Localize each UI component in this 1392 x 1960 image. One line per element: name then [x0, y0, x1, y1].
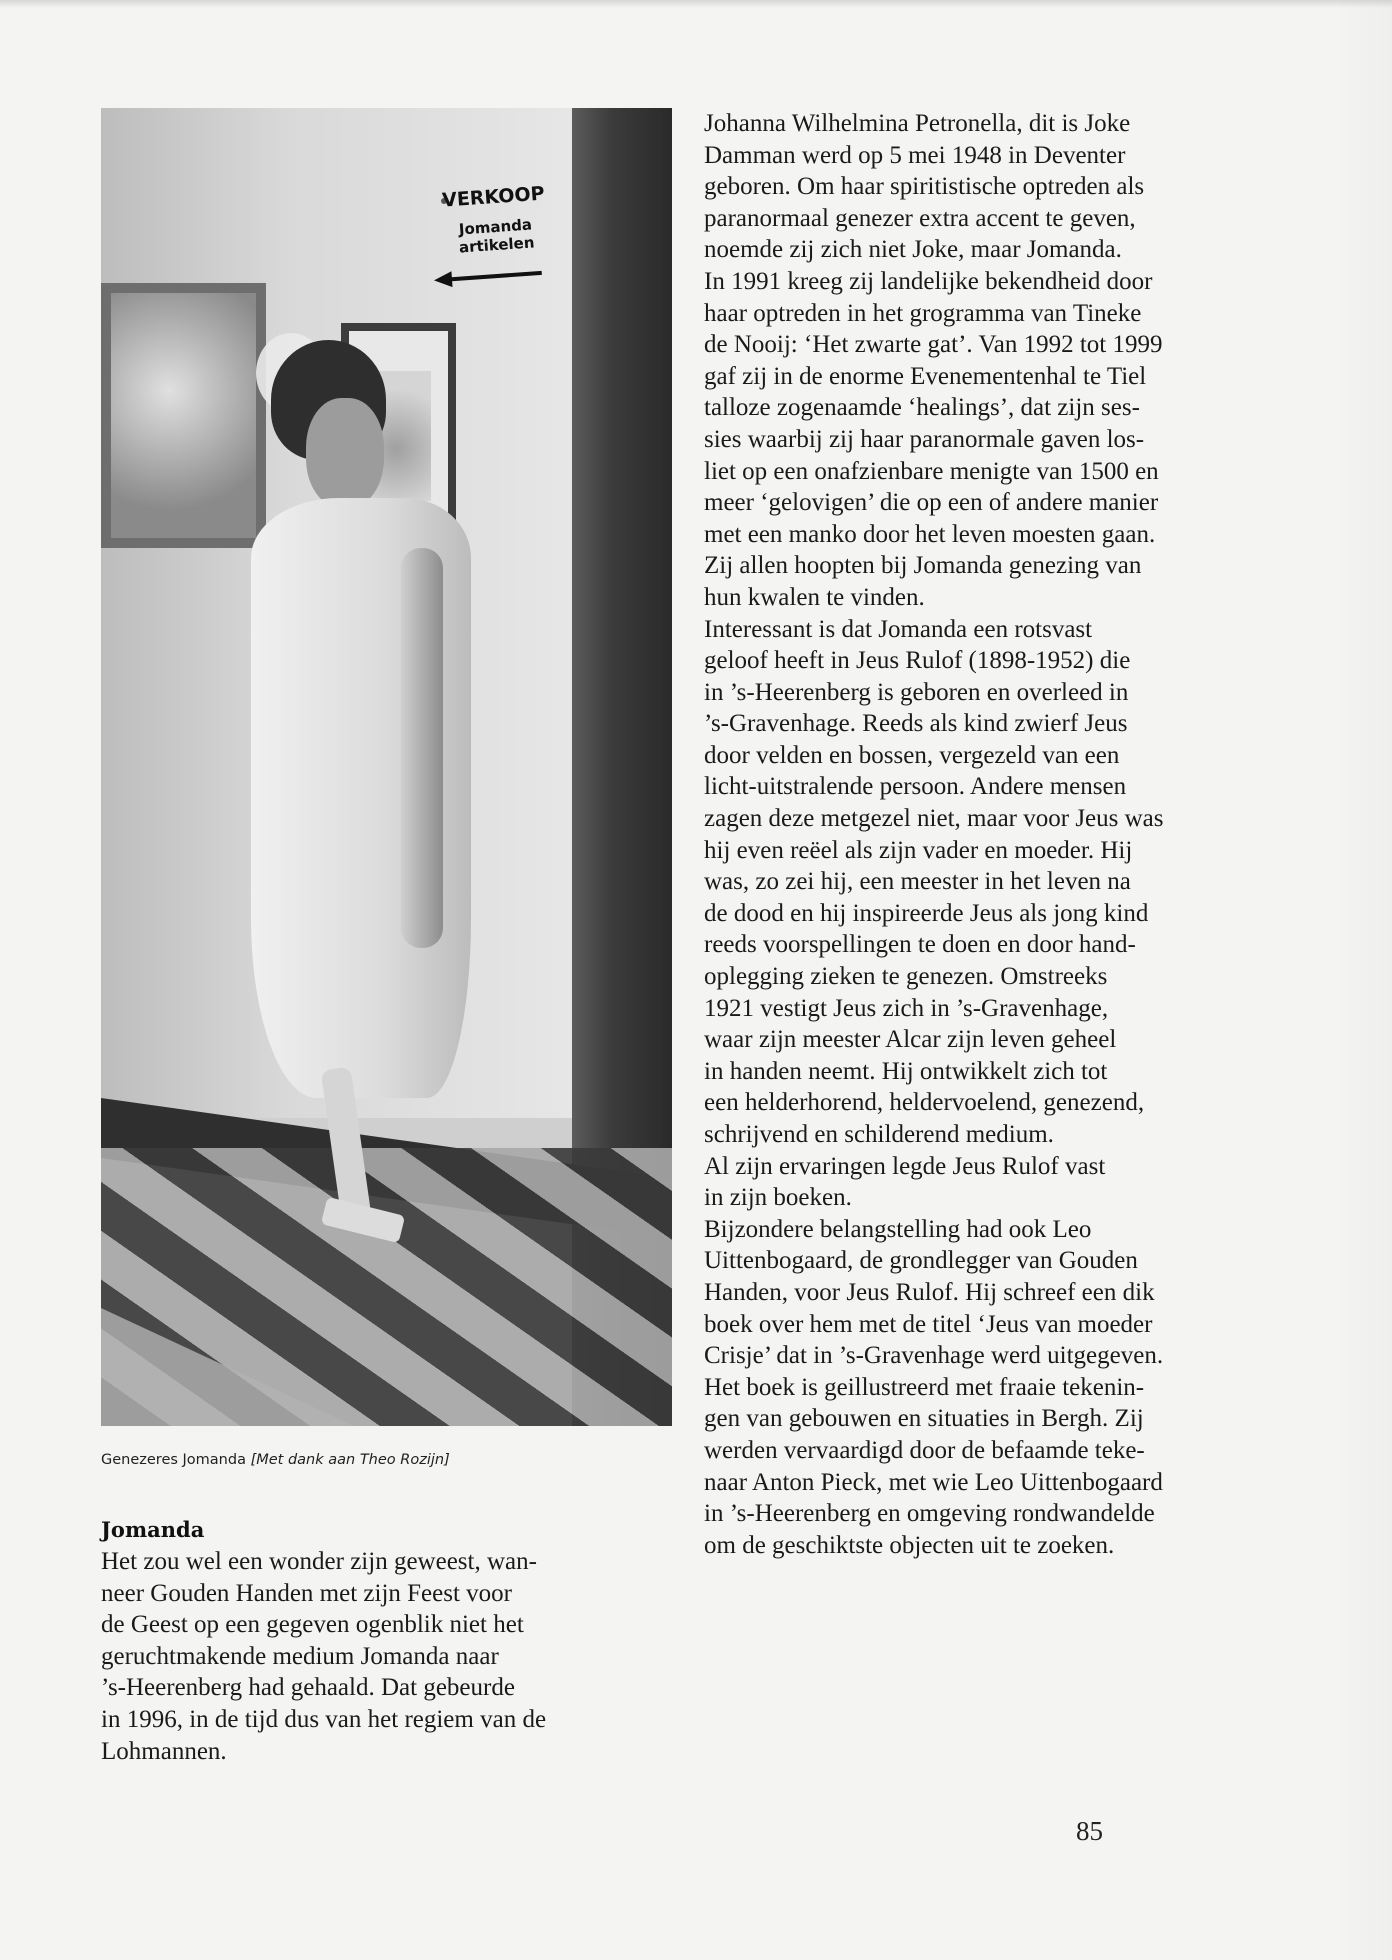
text-line: Lohmannen. [101, 1737, 227, 1765]
right-body-paragraph [704, 108, 1344, 1561]
text-line: boek over hem met de titel ‘Jeus van moeder [704, 1310, 1153, 1338]
text-line: in zijn boeken. [704, 1184, 852, 1212]
text-line: geloof heeft in Jeus Rulof (1898-1952) die [704, 647, 1131, 675]
text-line: Interessant is dat Jomanda een rotsvast [704, 615, 1093, 643]
text-line: Al zijn ervaringen legde Jeus Rulof vast [704, 1152, 1106, 1180]
text-line: noemde zij zich niet Joke, maar Jomanda. [704, 236, 1122, 264]
photo-person-arm [401, 548, 443, 948]
text-line: hij even reëel als zijn vader en moeder. Hij [704, 836, 1133, 864]
text-line: om de geschiktste objecten uit te zoeken. [704, 1531, 1115, 1559]
text-line: schrijvend en schilderend medium. [704, 1121, 1054, 1148]
text-line: Damman werd op 5 mei 1948 in Deventer [704, 141, 1126, 169]
text-line: ’s-Gravenhage. Reeds als kind zwierf Jeus [704, 710, 1128, 738]
section-heading: Jomanda [101, 1517, 205, 1542]
text-line: door velden en bossen, vergezeld van een [704, 741, 1120, 769]
text-line: in ’s-Heerenberg is geboren en overleed in [704, 678, 1129, 706]
text-line: Crisje’ dat in ’s-Gravenhage werd uitgegeven. [704, 1342, 1164, 1370]
right-column [704, 108, 1344, 1561]
photo-jomanda [101, 108, 672, 1426]
text-line: sies waarbij zij haar paranormale gaven los- [704, 425, 1145, 453]
photo-painting-left [101, 283, 266, 548]
text-line: Johanna Wilhelmina Petronella, dit is Joke [704, 110, 1131, 137]
text-line: neer Gouden Handen met zijn Feest voor [101, 1579, 512, 1607]
text-line: 1921 vestigt Jeus zich in ’s-Gravenhage, [704, 994, 1109, 1022]
text-line: zagen deze metgezel niet, maar voor Jeus was [704, 805, 1164, 833]
text-line: oplegging zieken te genezen. Omstreeks [704, 963, 1108, 991]
page-top-edge [0, 0, 1392, 8]
text-line: liet op een onafzienbare menigte van 1500 en [704, 457, 1159, 485]
text-line: met een manko door het leven moesten gaan. [704, 520, 1156, 548]
text-line: talloze zogenaamde ‘healings’, dat zijn ses- [704, 394, 1140, 422]
text-line: meer ‘gelovigen’ die op een of andere manier [704, 489, 1159, 517]
caption-credit: [Met dank aan Theo Rozijn] [250, 1452, 450, 1468]
text-line: naar Anton Pieck, met wie Leo Uittenbogaard [704, 1468, 1163, 1496]
text-line: gaf zij in de enorme Evenementenhal te Tiel [704, 362, 1147, 390]
text-line: waar zijn meester Alcar zijn leven geheel [704, 1026, 1117, 1054]
text-line: de Geest op een gegeven ogenblik niet het [101, 1611, 524, 1639]
left-body-paragraph [101, 1546, 681, 1767]
text-line: Het zou wel een wonder zijn geweest, wan- [101, 1548, 537, 1575]
text-line: in ’s-Heerenberg en omgeving rondwandelde [704, 1500, 1155, 1528]
text-line: Bijzondere belangstelling had ook Leo [704, 1215, 1092, 1243]
photo-person-face [306, 398, 384, 508]
sign-line-2: Jomanda artikelen [458, 215, 536, 257]
text-line: werden vervaardigd door de befaamde teke- [704, 1436, 1145, 1464]
text-line: gen van gebouwen en situaties in Bergh. Zij [704, 1405, 1144, 1433]
text-line: de Nooij: ‘Het zwarte gat’. Van 1992 tot 1999 [704, 331, 1163, 359]
text-line: hun kwalen te vinden. [704, 583, 925, 611]
photo-caption [101, 1452, 450, 1468]
sign-line-1: VERKOOP [441, 182, 546, 212]
text-line: In 1991 kreeg zij landelijke bekendheid door [704, 267, 1153, 295]
text-line: reeds voorspellingen te doen en door hand- [704, 931, 1136, 959]
text-line: de dood en hij inspireerde Jeus als jong kind [704, 899, 1149, 927]
text-line: licht-uitstralende persoon. Andere mensen [704, 773, 1127, 801]
text-line: ’s-Heerenberg had gehaald. Dat gebeurde [101, 1674, 515, 1702]
text-line: Uittenbogaard, de grondlegger van Gouden [704, 1247, 1138, 1275]
text-line: paranormaal genezer extra accent te geven, [704, 204, 1136, 232]
page-number: 85 [1076, 1816, 1103, 1846]
text-line: een helderhorend, heldervoelend, genezend, [704, 1089, 1145, 1117]
left-column [101, 1514, 681, 1767]
text-line: geruchtmakende medium Jomanda naar [101, 1642, 499, 1670]
text-line: Het boek is geillustreerd met fraaie tekenin- [704, 1373, 1145, 1401]
caption-text: Genezeres Jomanda [101, 1452, 251, 1468]
text-line: was, zo zei hij, een meester in het leven na [704, 868, 1131, 896]
text-line: geboren. Om haar spiritistische optreden als [704, 173, 1145, 201]
text-line: Zij allen hoopten bij Jomanda genezing van [704, 552, 1142, 580]
text-line: haar optreden in het grogramma van Tineke [704, 299, 1142, 327]
photo-sign [418, 181, 574, 289]
text-line: in 1996, in de tijd dus van het regiem van de [101, 1705, 547, 1733]
text-line: in handen neemt. Hij ontwikkelt zich tot [704, 1057, 1108, 1085]
text-line: Handen, voor Jeus Rulof. Hij schreef een dik [704, 1278, 1155, 1306]
